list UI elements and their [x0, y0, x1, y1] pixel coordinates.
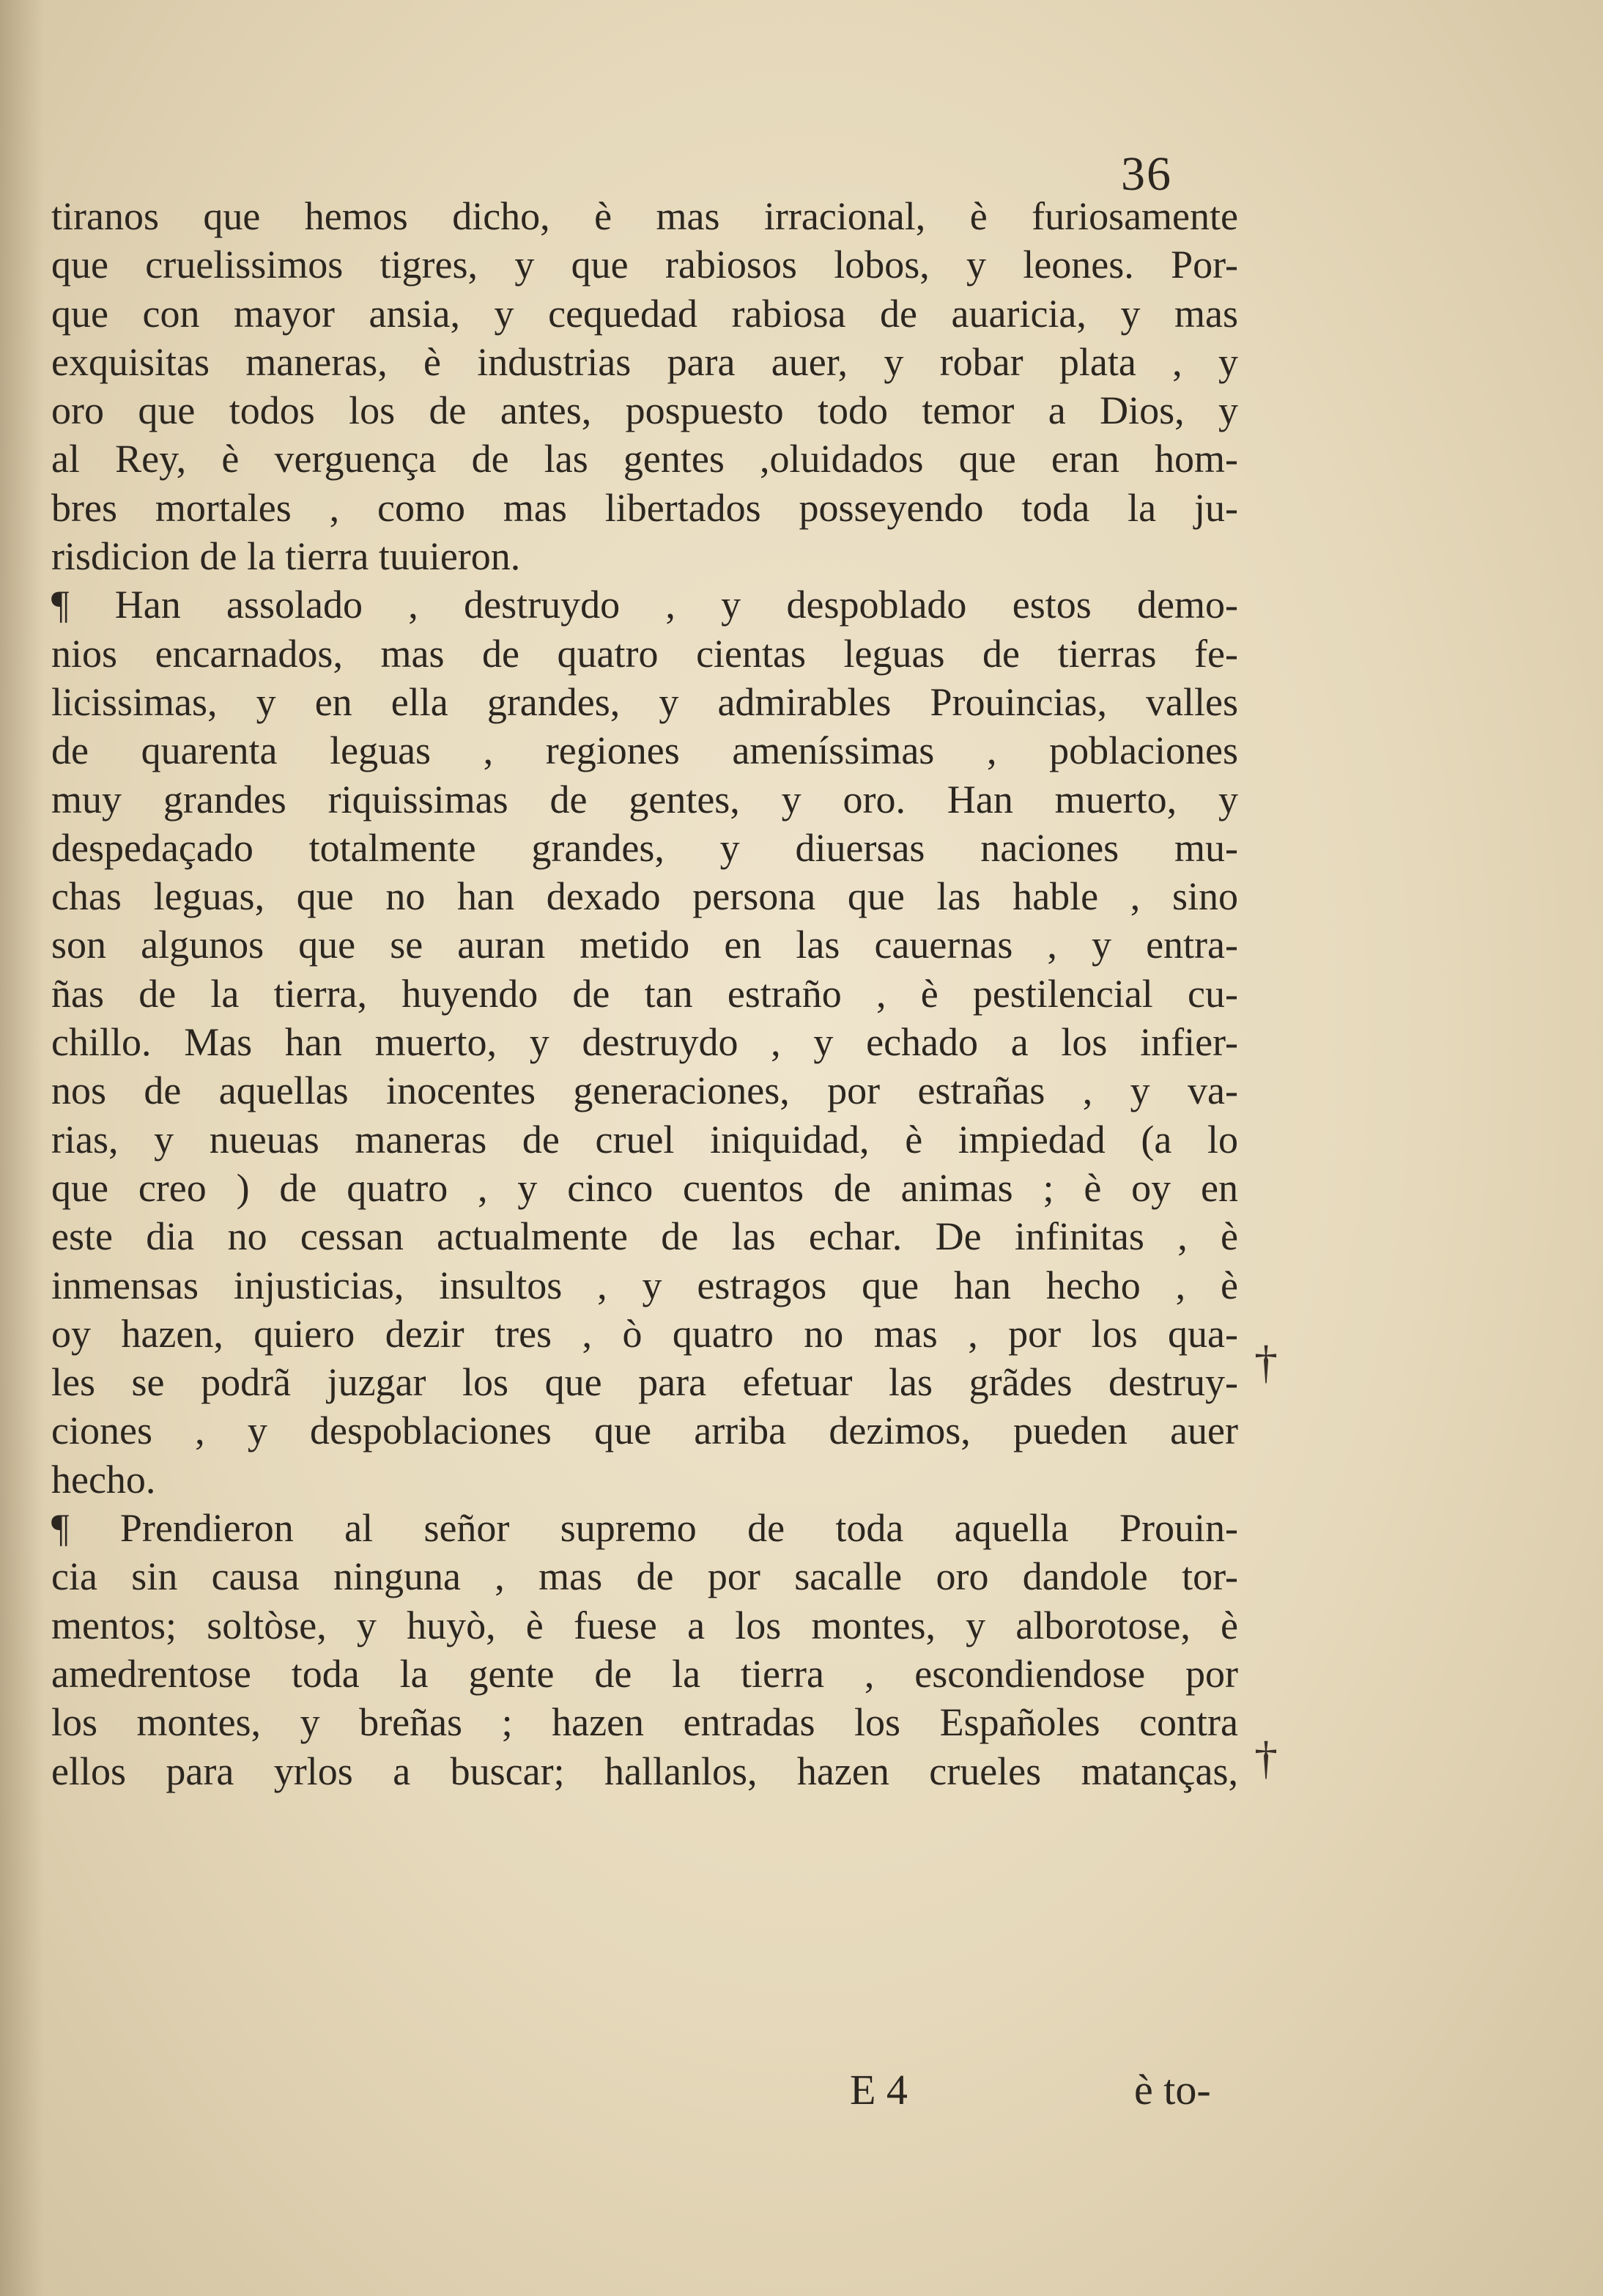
marginal-dagger-mark: † — [1254, 1732, 1278, 1784]
text-line: amedrentose toda la gente de la tierra , escondiendose por — [51, 1651, 1238, 1696]
gutter-shadow — [0, 0, 44, 2296]
page-number: 36 — [1121, 147, 1172, 201]
text-line: nios encarnados, mas de quatro cientas leguas de tierras fe- — [51, 631, 1238, 676]
text-line: despedaçado totalmente grandes, y diuersas naciones mu- — [51, 825, 1238, 870]
text-line: ñas de la tierra, huyendo de tan estraño , è pestilencial cu- — [51, 971, 1238, 1016]
text-line: que cruelissimos tigres, y que rabiosos lobos, y leones. Por- — [51, 243, 1238, 287]
body-text — [51, 192, 1238, 1795]
text-line: tiranos que hemos dicho, è mas irracional, è furiosamente — [51, 194, 1238, 238]
text-line: bres mortales , como mas libertados posseyendo toda la ju- — [51, 485, 1238, 530]
text-line: ellos para yrlos a buscar; hallanlos, hazen crueles matanças, — [51, 1749, 1238, 1793]
text-line: nos de aquellas inocentes generaciones, por estrañas , y va- — [51, 1068, 1238, 1113]
text-line: cia sin causa ninguna , mas de por sacalle oro dandole tor- — [51, 1554, 1238, 1599]
text-line: son algunos que se auran metido en las cauernas , y entra- — [51, 923, 1238, 967]
catchword: è to- — [1134, 2066, 1211, 2114]
text-line: rias, y nueuas maneras de cruel iniquidad, è impiedad (a lo — [51, 1117, 1238, 1162]
text-line: chas leguas, que no han dexado persona que las hable , sino — [51, 874, 1238, 919]
text-line: inmensas injusticias, insultos , y estragos que han hecho , è — [51, 1263, 1238, 1307]
text-line: oy hazen, quiero dezir tres , ò quatro no mas , por los qua- — [51, 1311, 1238, 1356]
text-line: ¶ Prendieron al señor supremo de toda aquella Prouin- — [51, 1506, 1238, 1551]
text-line: exquisitas maneras, è industrias para auer, y robar plata , y — [51, 339, 1238, 384]
text-line: mentos; soltòse, y huyò, è fuese a los montes, y alborotose, è — [51, 1603, 1238, 1647]
marginal-dagger-mark: † — [1254, 1336, 1278, 1388]
text-line: que creo ) de quatro , y cinco cuentos de animas ; è oy en — [51, 1165, 1238, 1210]
text-line: de quarenta leguas , regiones ameníssimas , poblaciones — [51, 728, 1238, 773]
text-line: licissimas, y en ella grandes, y admirables Prouincias, valles — [51, 679, 1238, 724]
text-line: muy grandes riquissimas de gentes, y oro. Han muerto, y — [51, 777, 1238, 822]
text-line: este dia no cessan actualmente de las echar. De infinitas , è — [51, 1214, 1238, 1259]
text-line: al Rey, è verguença de las gentes ,oluidados que eran hom- — [51, 437, 1238, 481]
text-line: los montes, y breñas ; hazen entradas los Españoles contra — [51, 1700, 1238, 1745]
text-line: ciones , y despoblaciones que arriba dezimos, pueden auer — [51, 1409, 1238, 1453]
signature-mark: E 4 — [850, 2066, 908, 2114]
text-line: que con mayor ansia, y cequedad rabiosa de auaricia, y mas — [51, 291, 1238, 336]
text-line: oro que todos los de antes, pospuesto todo temor a Dios, y — [51, 388, 1238, 433]
text-line: hecho. — [51, 1457, 156, 1502]
text-line: risdicion de la tierra tuuieron. — [51, 534, 521, 579]
text-line: ¶ Han assolado , destruydo , y despoblado estos demo- — [51, 583, 1238, 627]
text-line: chillo. Mas han muerto, y destruydo , y echado a los infier- — [51, 1020, 1238, 1065]
text-line: les se podrã juzgar los que para efetuar las grãdes destruy- — [51, 1360, 1238, 1405]
